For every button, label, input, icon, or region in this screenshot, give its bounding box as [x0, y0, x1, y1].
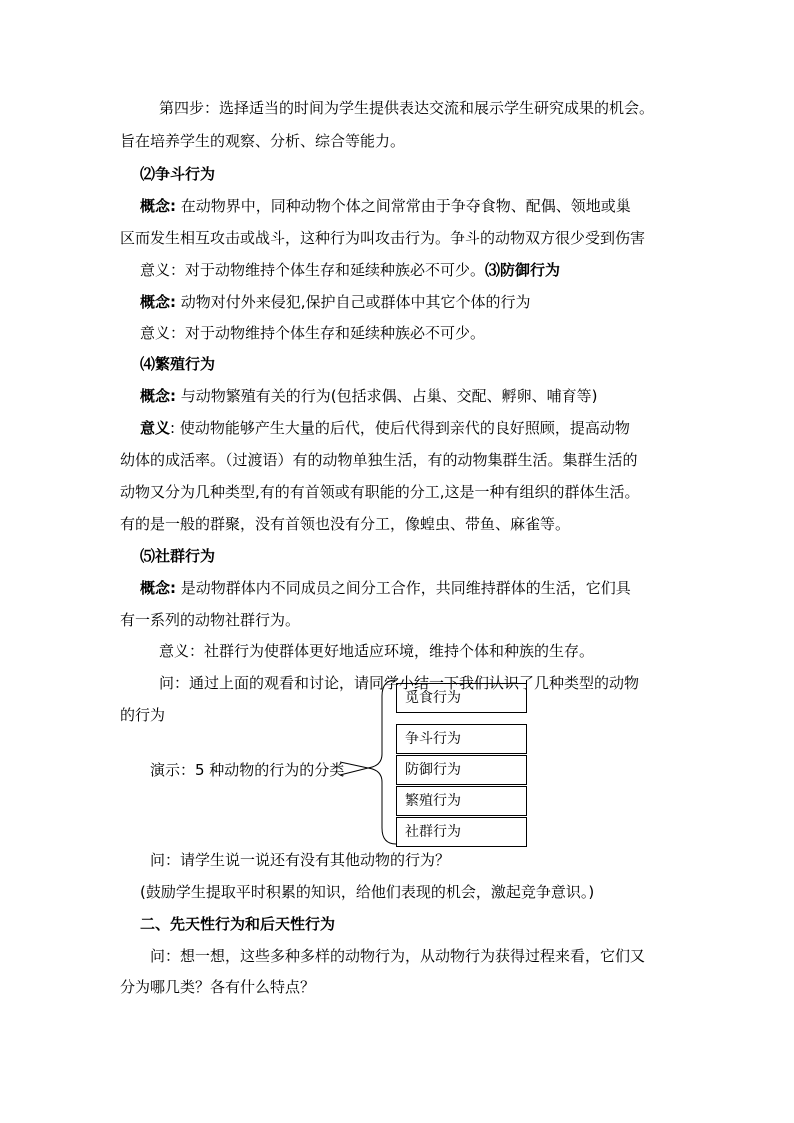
defense-meaning-text: ：对于动物维持个体生存和延续种族必不可少。 — [170, 324, 486, 342]
box-reproduction-behavior: 繁殖行为 — [396, 786, 527, 816]
meaning-label: 意义 — [140, 261, 171, 279]
meaning-label: 意义 — [140, 324, 171, 342]
reproduction-concept-line — [140, 386, 597, 406]
box-foraging-behavior: 觅食行为 — [396, 683, 527, 713]
reproduction-concept-text: 与动物繁殖有关的行为(包括求偶、占巢、交配、孵卵、哺育等) — [176, 387, 598, 405]
question-other-behaviors: 问：请学生说一说还有没有其他动物的行为？ — [150, 851, 451, 869]
question-classification-line-2: 分为哪几类？各有什么特点？ — [120, 978, 316, 996]
heading-reproduction-behavior: ⑷繁殖行为 — [140, 355, 216, 373]
demo-label: 演示：5 种动物的行为的分类 — [150, 761, 345, 779]
question-summary-line-2: 的行为 — [120, 706, 166, 724]
step-four-line-1: 第四步：选择适当的时间为学生提供表达交流和展示学生研究成果的机会。 — [159, 99, 655, 117]
social-concept-text-1: 是动物群体内不同成员之间分工合作，共同维持群体的生活，它们具 — [176, 579, 631, 597]
concept-label: 概念: — [140, 293, 176, 311]
reproduction-meaning-line-1 — [140, 418, 630, 438]
concept-label: 概念: — [140, 579, 176, 597]
heading-social-behavior: ⑸社群行为 — [140, 547, 216, 565]
box-social-behavior: 社群行为 — [396, 817, 527, 847]
meaning-label: 意义 — [159, 642, 190, 660]
fighting-meaning-line — [140, 260, 560, 280]
meaning-label: 意义 — [140, 419, 171, 437]
social-meaning-line — [159, 641, 594, 661]
box-fighting-behavior: 争斗行为 — [396, 724, 527, 754]
encouragement-note: (鼓励学生提取平时积累的知识，给他们表现的机会，激起竞争意识。) — [140, 883, 595, 901]
fighting-meaning-text: ：对于动物维持个体生存和延续种族必不可少。 — [170, 261, 486, 279]
reproduction-meaning-line-3: 动物又分为几种类型,有的有首领或有职能的分工,这是一种有组织的群体生活。 — [120, 483, 640, 501]
fighting-concept-text-1: 在动物界中，同种动物个体之间常常由于争夺食物、配偶、领地或巢 — [176, 197, 631, 215]
fighting-concept-line-1 — [140, 196, 631, 216]
concept-label: 概念: — [140, 197, 176, 215]
heading-fighting-behavior: ⑵争斗行为 — [140, 165, 216, 183]
reproduction-meaning-line-2: 幼体的成活率。（过渡语）有的动物单独生活，有的动物集群生活。集群生活的 — [120, 451, 638, 469]
fighting-concept-line-2: 区而发生相互攻击或战斗，这种行为叫攻击行为。争斗的动物双方很少受到伤害 — [120, 229, 646, 247]
concept-label: 概念: — [140, 387, 176, 405]
question-classification-line-1: 问：想一想，这些多种多样的动物行为，从动物行为获得过程来看，它们又 — [150, 947, 646, 965]
social-meaning-text: ：社群行为使群体更好地适应环境，维持个体和种族的生存。 — [189, 642, 595, 660]
heading-defense-behavior: ⑶防御行为 — [485, 261, 561, 279]
box-defense-behavior: 防御行为 — [396, 755, 527, 785]
social-concept-line-2: 有一系列的动物社群行为。 — [120, 611, 301, 629]
reproduction-meaning-text-1: : 使动物能够产生大量的后代，使后代得到亲代的良好照顾，提高动物 — [170, 419, 630, 437]
defense-meaning-line — [140, 323, 485, 343]
reproduction-meaning-line-4: 有的是一般的群聚，没有首领也没有分工，像蝗虫、带鱼、麻雀等。 — [120, 515, 571, 533]
defense-concept-line — [140, 292, 531, 312]
question-summary-line-1: 问：通过上面的观看和讨论，请同学小结一下我们认识了几种类型的动物 — [159, 674, 640, 692]
social-concept-line-1 — [140, 578, 631, 598]
brace-icon — [338, 676, 402, 850]
defense-concept-text: 动物对付外来侵犯,保护自己或群体中其它个体的行为 — [176, 293, 531, 311]
step-four-line-2: 旨在培养学生的观察、分析、综合等能力。 — [120, 132, 406, 150]
heading-innate-learned-behavior: 二、先天性行为和后天性行为 — [140, 915, 336, 933]
